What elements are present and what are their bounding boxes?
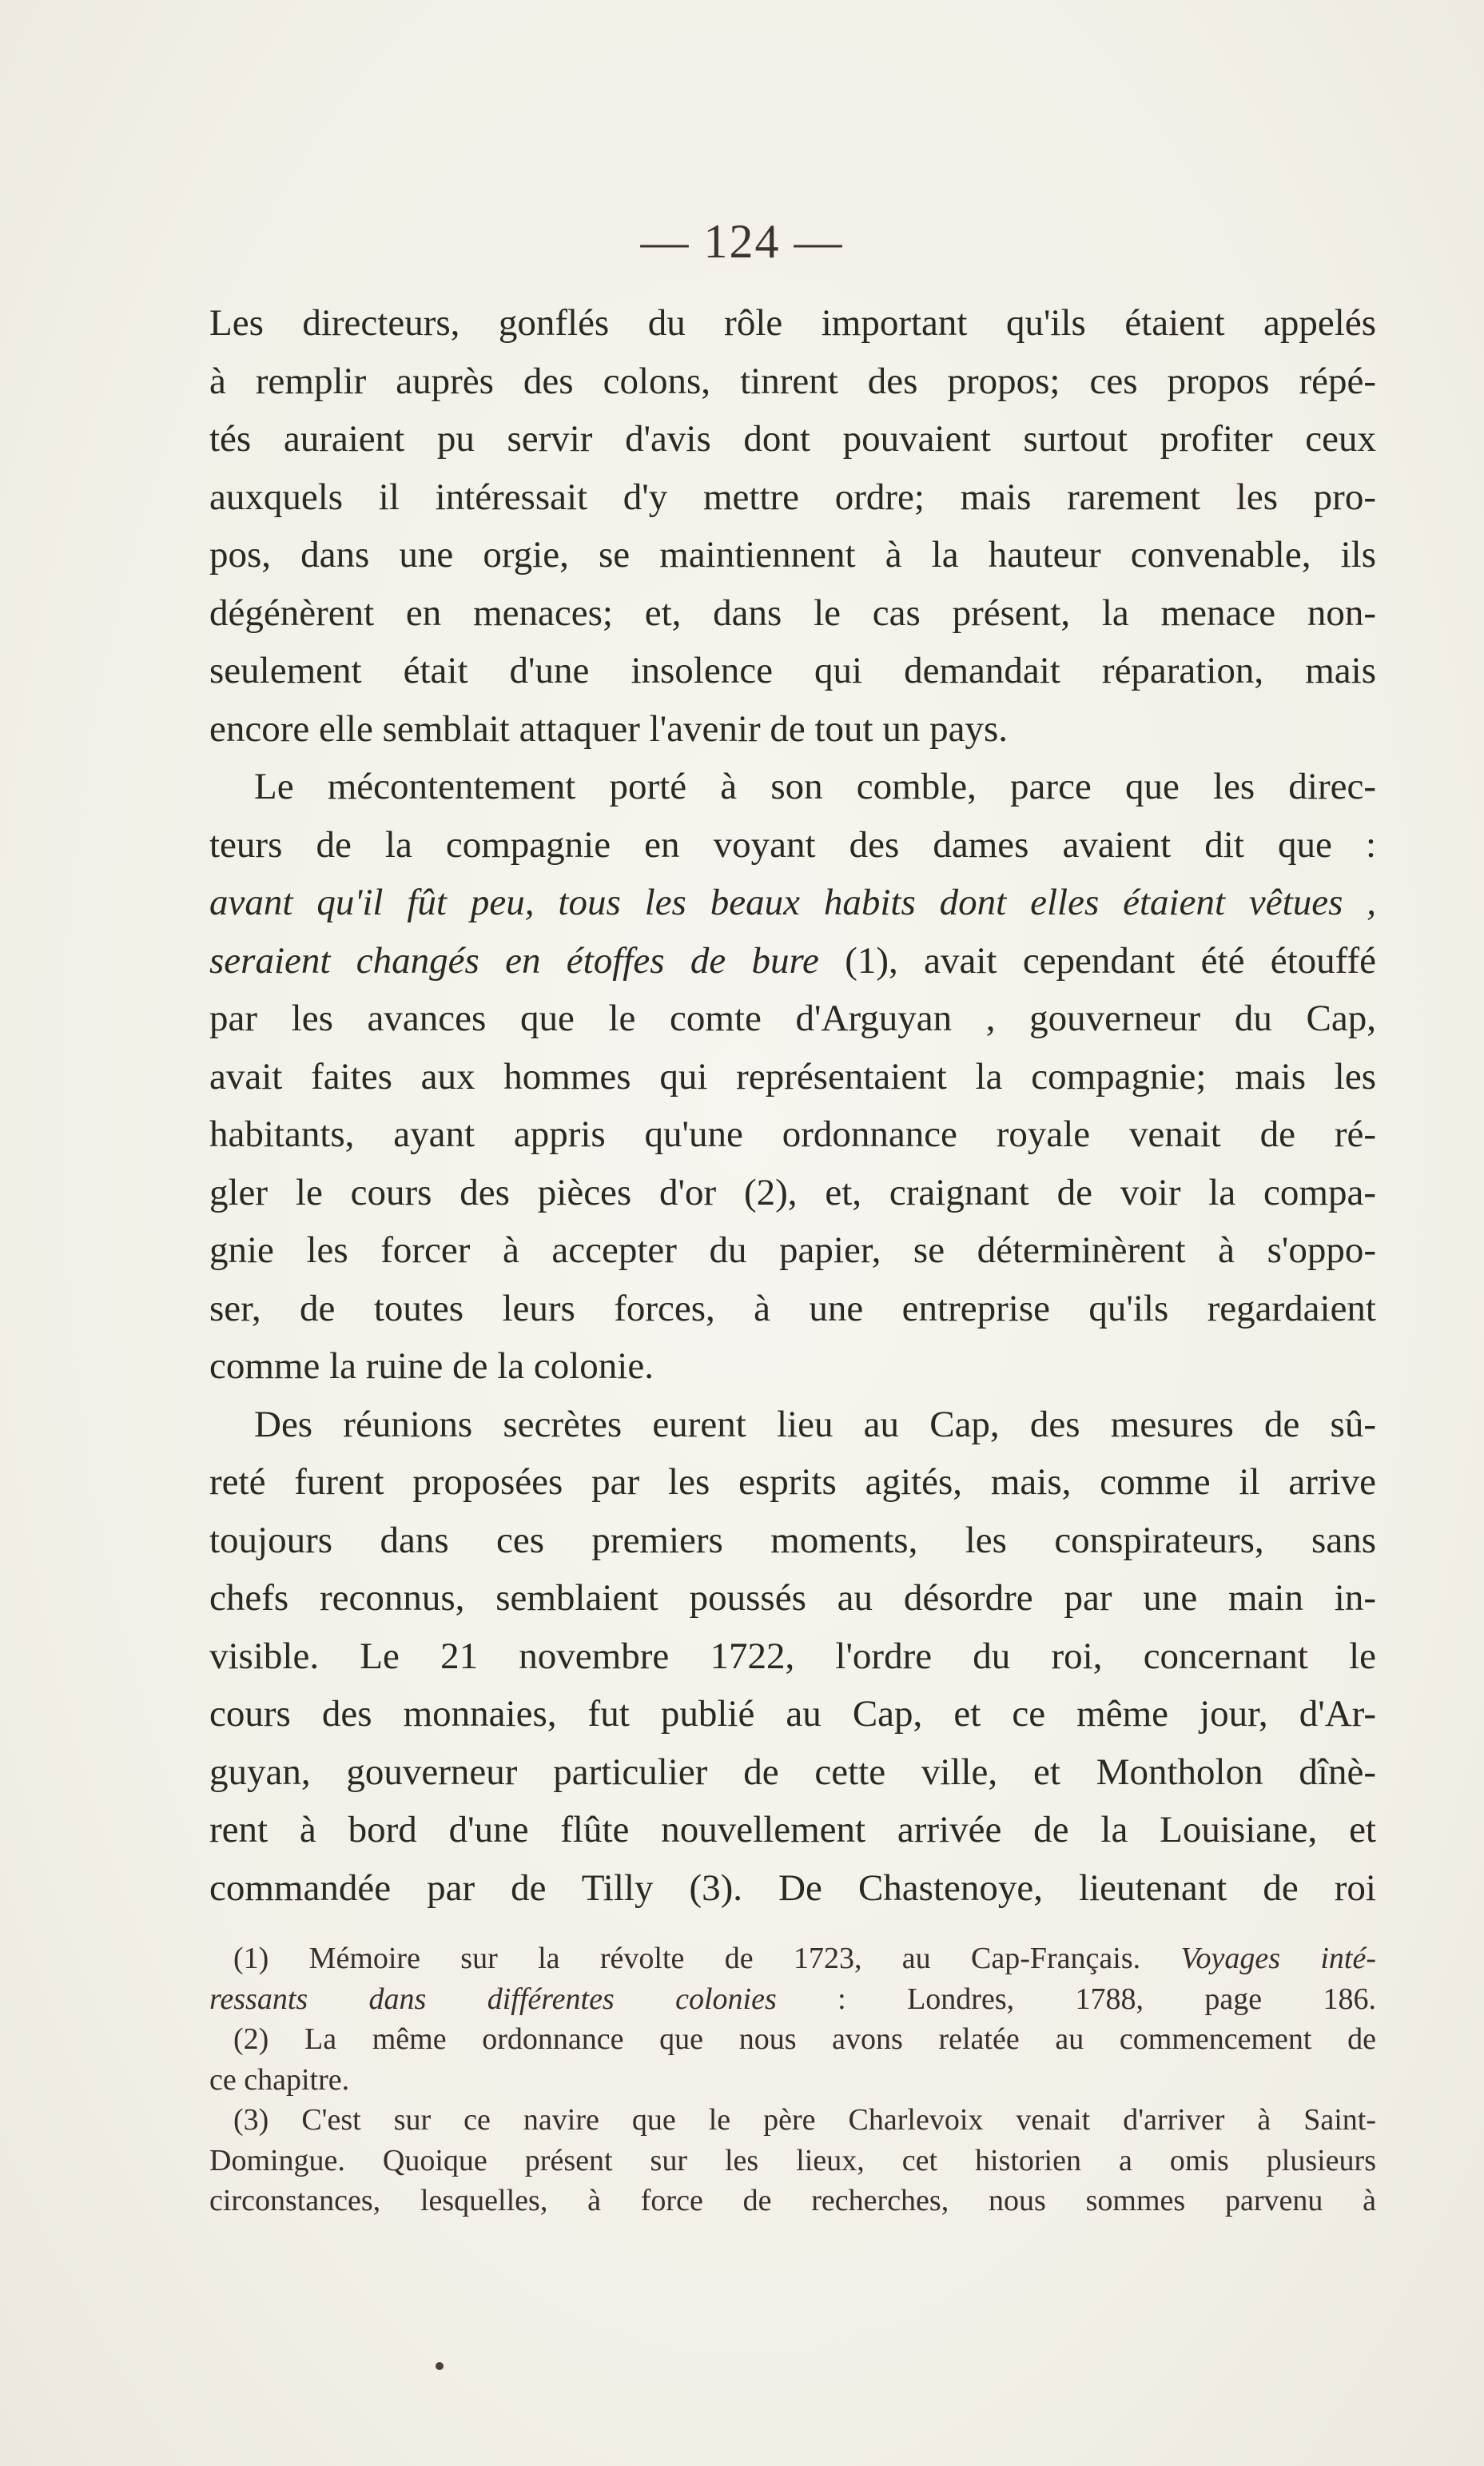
text-line: commandée par de Tilly (3). De Chastenoye, lieutenant de roi [209,1866,1376,1909]
footnote-italic: Voyages inté- [1180,1942,1376,1975]
text-line: à remplir auprès des colons, tinrent des propos; ces propos répé- [209,360,1376,402]
text-line: Le mécontentement porté à son comble, parce que les direc- [254,766,1376,807]
body-text [209,294,1376,1917]
text-line: cours des monnaies, fut publié au Cap, et ce même jour, d'Ar- [209,1693,1376,1735]
footnote-line: (3) C'est sur ce navire que le père Charlevoix venait d'arriver à Saint- [233,2103,1376,2137]
text-fragment: (1), avait cependant été étouffé [818,939,1376,982]
text-line: toujours dans ces premiers moments, les conspirateurs, sans [209,1519,1376,1561]
footnote-line: ce chapitre. [209,2062,350,2097]
text-line: avant qu'il fût peu, tous les beaux habits dont elles étaient vêtues , [209,882,1376,923]
footnote-text: (1) Mémoire sur la révolte de 1723, au Cap-Français. [233,1942,1141,1975]
text-line: pos, dans une orgie, se maintiennent à la hauteur convenable, ils [209,534,1376,576]
footnote-line: (2) La même ordonnance que nous avons relatée au commencement de [233,2022,1376,2056]
text-line: par les avances que le comte d'Arguyan , gouverneur du Cap, [209,998,1376,1039]
footnote-line: circonstances, lesquelles, à force de recherches, nous sommes parvenu à [209,2184,1376,2217]
text-line: comme la ruine de la colonie. [209,1345,654,1387]
text-line: reté furent proposées par les esprits agités, mais, comme il arrive [209,1461,1376,1503]
text-line: ser, de toutes leurs forces, à une entreprise qu'ils regardaient [209,1287,1376,1329]
text-line: auxquels il intéressait d'y mettre ordre; mais rarement les pro- [209,476,1376,518]
text-line: gnie les forcer à accepter du papier, se déterminèrent à s'oppo- [209,1229,1376,1271]
footnote-line [209,1979,1376,2020]
text-line: guyan, gouverneur particulier de cette ville, et Montholon dînè- [209,1751,1376,1793]
text-line: gler le cours des pièces d'or (2), et, craignant de voir la compa- [209,1171,1376,1213]
footnote-line: Domingue. Quoique présent sur les lieux, cet historien a omis plusieurs [209,2143,1376,2177]
italic-phrase: seraient changés en étoffes de bure [209,939,819,982]
paper-speck [436,2362,444,2370]
text-line: seulement était d'une insolence qui demandait réparation, mais [209,650,1376,691]
text-line: teurs de la compagnie en voyant des dames avaient dit que : [209,823,1376,866]
footnote-line [209,1938,1376,1979]
text-line: dégénèrent en menaces; et, dans le cas présent, la menace non- [209,592,1376,634]
text-line: Les directeurs, gonflés du rôle important qu'ils étaient appelés [209,302,1376,344]
text-line: Des réunions secrètes eurent lieu au Cap, des mesures de sû- [254,1403,1376,1445]
text-line: tés auraient pu servir d'avis dont pouvaient surtout profiter ceux [209,418,1376,460]
text-line: chefs reconnus, semblaient poussés au désordre par une main in- [209,1577,1376,1619]
text-line: encore elle semblait attaquer l'avenir de tout un pays. [209,707,1009,750]
footnotes [209,1938,1376,2221]
text-line: rent à bord d'une flûte nouvellement arrivée de la Louisiane, et [209,1809,1376,1850]
footnote-text: : Londres, 1788, page 186. [776,1982,1376,2016]
footnote-italic: ressants dans différentes colonies [209,1982,777,2016]
text-line: visible. Le 21 novembre 1722, l'ordre du roi, concernant le [209,1635,1376,1677]
page-number: — 124 — [640,215,844,268]
text-line [209,932,1376,990]
text-line: habitants, ayant appris qu'une ordonnance royale venait de ré- [209,1113,1376,1155]
text-line: avait faites aux hommes qui représentaient la compagnie; mais les [209,1055,1376,1098]
